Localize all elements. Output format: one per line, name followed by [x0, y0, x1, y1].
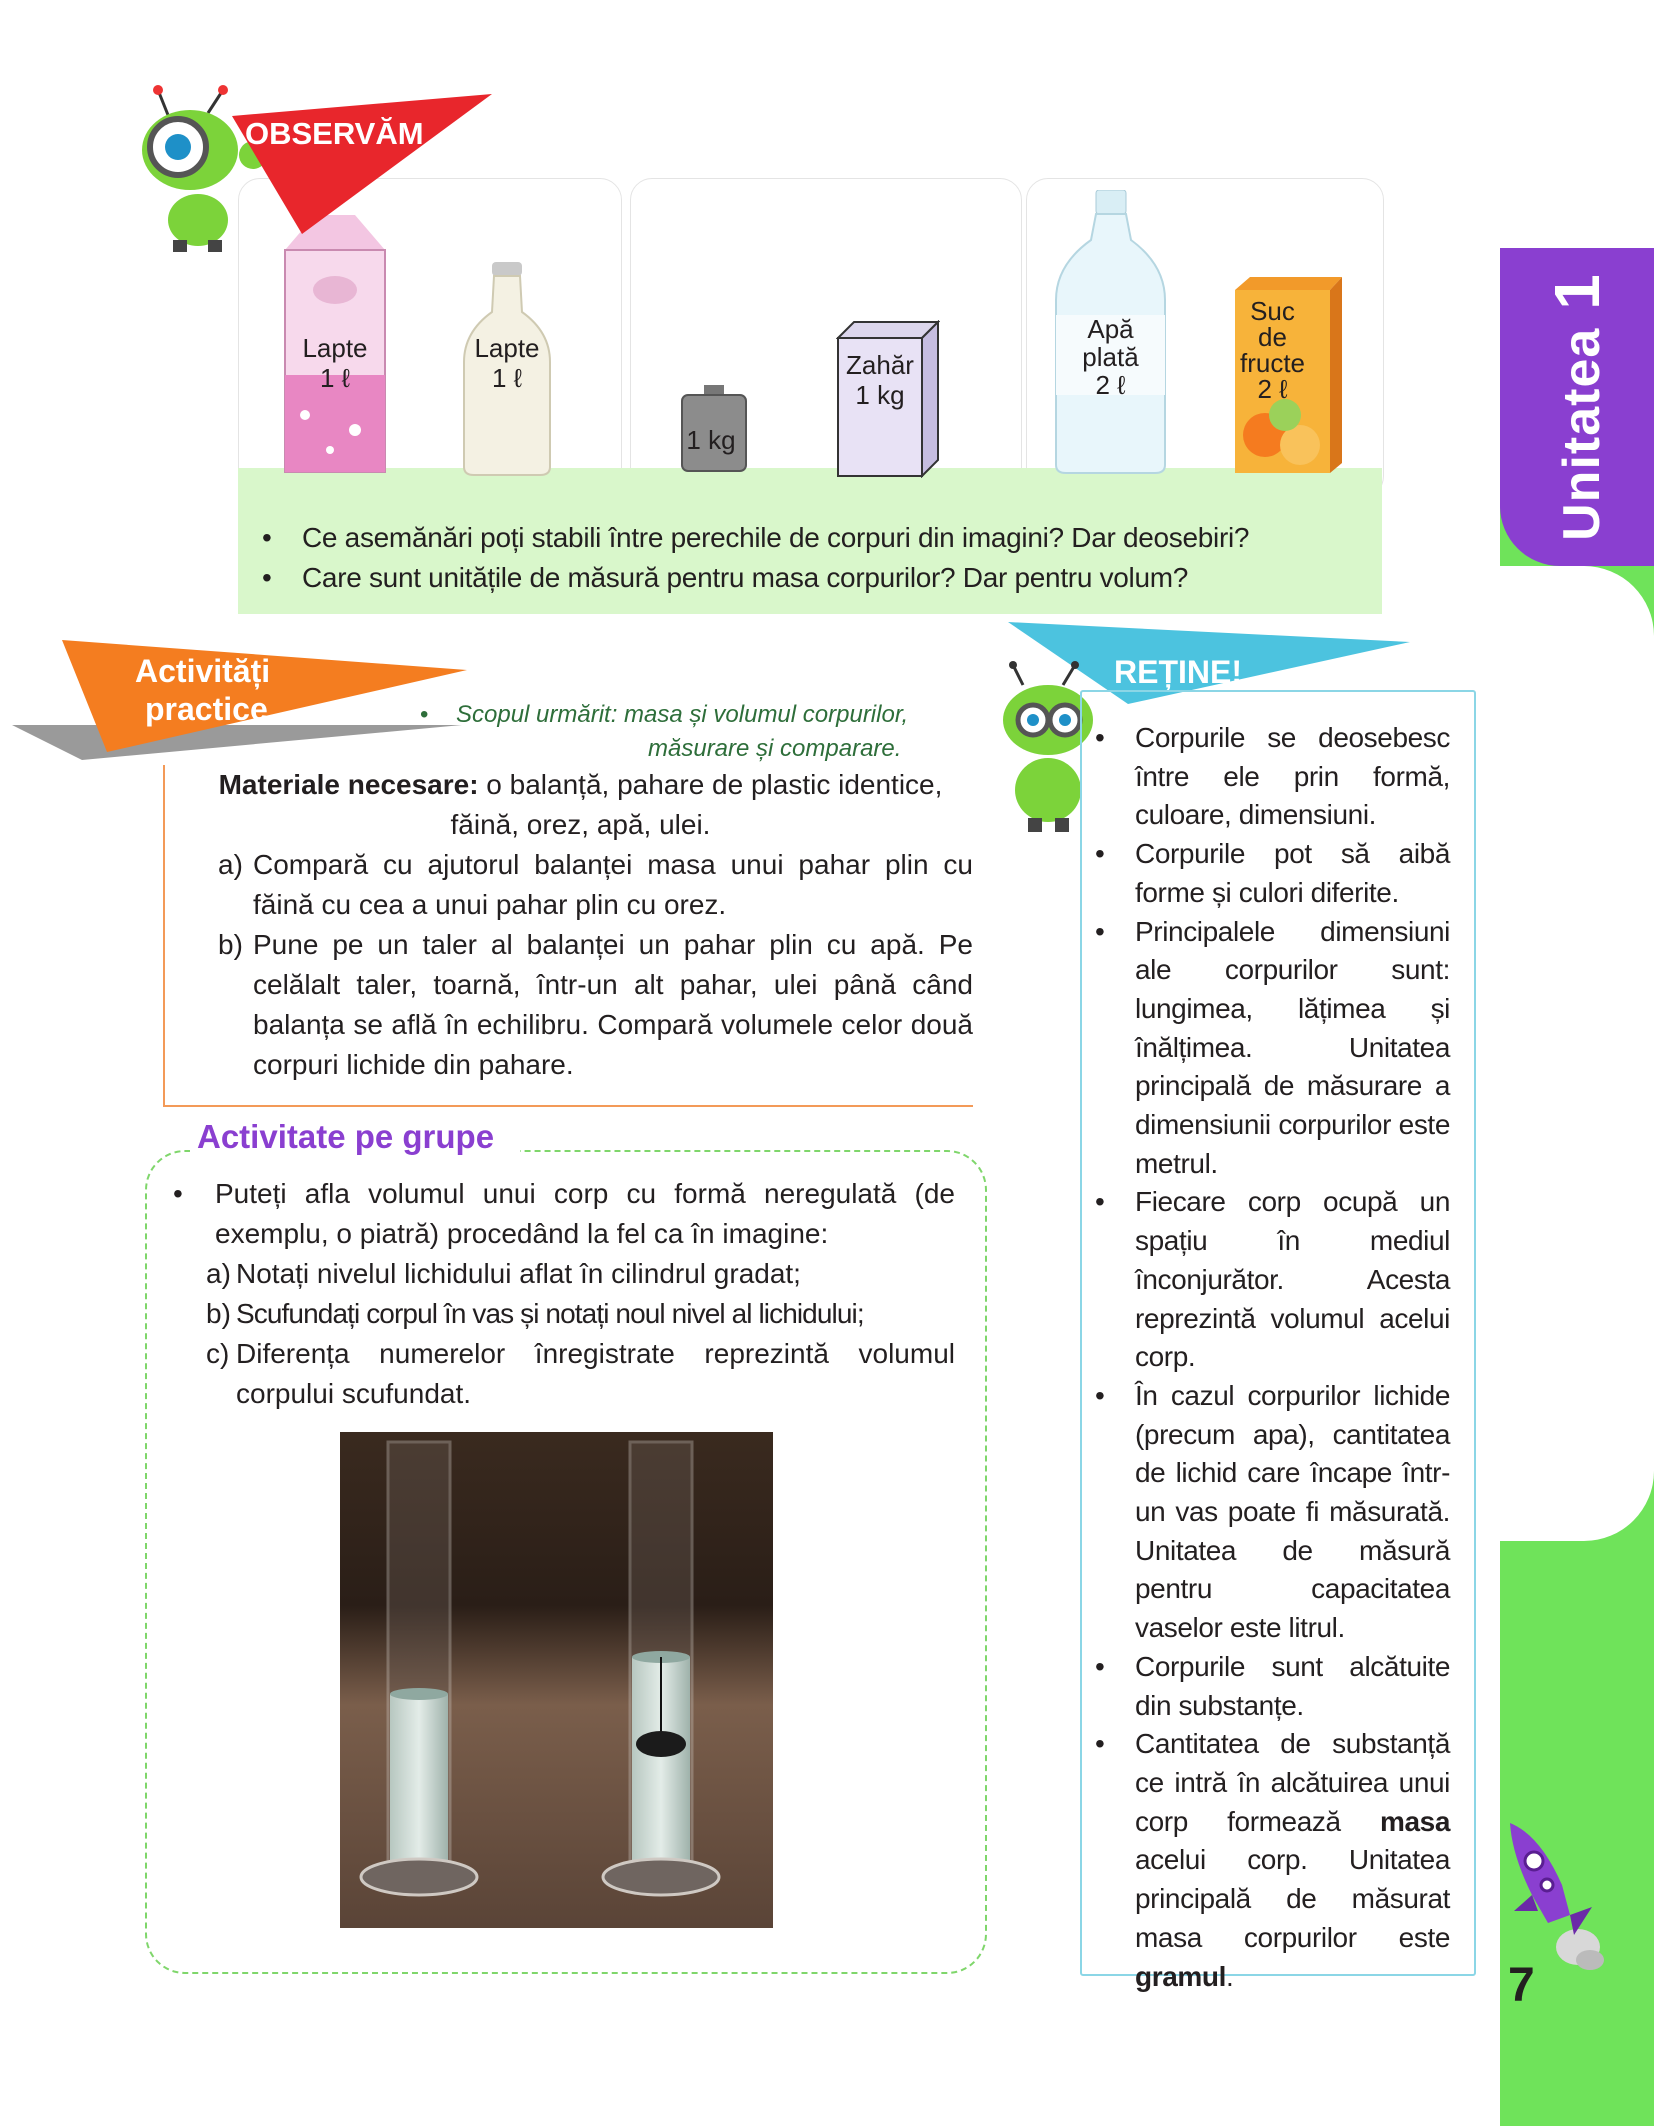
- unit-number: 1: [1541, 273, 1613, 310]
- grupe-intro: • Puteți afla volumul unui corp cu formă neregulată (de exemplu, o piatră) procedând la fel ca în imagine:: [170, 1174, 955, 1254]
- activitati-title: Activități practice: [135, 653, 271, 727]
- grupe-item-b: b) Scufundați corpul în vas și notați noul nivel al lichidului;: [206, 1298, 864, 1329]
- page-number: 7: [1508, 1959, 1535, 2012]
- activitati-content: [188, 765, 973, 1085]
- observam-title: OBSERVĂM: [245, 116, 424, 151]
- unit-word: Unitatea: [1553, 327, 1611, 541]
- retine-list: [1095, 719, 1450, 1996]
- materials-line-2: făină, orez, apă, ulei.: [450, 809, 711, 840]
- retine-title: REȚINE!: [1114, 654, 1242, 690]
- label-lapte-sticla: Lapte 1 ℓ: [474, 333, 540, 393]
- grupe-item-c: c) Diferența numerelor înregistrate reprezintă volumul corpului scufundat.: [206, 1338, 955, 1409]
- label-greutate: 1 kg: [686, 425, 736, 455]
- retine-item: • Corpurile sunt alcătuite din substanțe.: [1095, 1648, 1450, 1725]
- label-lapte-cutie: Lapte 1 ℓ: [302, 333, 368, 393]
- label-suc: Suc de fructe 2 ℓ: [1239, 296, 1306, 404]
- unit-label: [1500, 248, 1654, 566]
- scop-text: • Scopul urmărit: masa și volumul corpurilor, măsurare și comparare.: [420, 698, 975, 766]
- retine-item: • Corpurile se deosebesc între ele prin formă, culoare, dimensiuni.: [1095, 719, 1450, 835]
- observam-banner: [232, 94, 492, 234]
- materials-line: Materiale necesare: o balanță, pahare de plastic identice,: [218, 769, 943, 800]
- activity-item-a: a) Compară cu ajutorul balanței masa unui pahar plin cu făină cu cea a unui pahar plin cu orez.: [218, 849, 973, 920]
- grupe-content: [170, 1174, 955, 1414]
- retine-item: • Corpurile pot să aibă forme și culori diferite.: [1095, 835, 1450, 912]
- graduated-cylinders-photo: [340, 1432, 773, 1928]
- grupe-title: Activitate pe grupe: [197, 1118, 495, 1155]
- retine-item: • Fiecare corp ocupă un spațiu în mediul înconjurător. Acesta reprezintă volumul acelui corp.: [1095, 1183, 1450, 1377]
- retine-item: • În cazul corpurilor lichide (precum apa), cantitatea de lichid care încape într-un vas poate fi măsurată. Unitatea de măsură pentru capacitatea vaselor este litrul.: [1095, 1377, 1450, 1648]
- label-zahar: Zahăr 1 kg: [846, 350, 914, 410]
- retine-item: • Principalele dimensiuni ale corpurilor sunt: lungimea, lățimea și înălțimea. Unitatea principală de măsurare a dimensiunii corpurilor este metrul.: [1095, 913, 1450, 1184]
- activity-item-b: b) Pune pe un taler al balanței un pahar plin cu apă. Pe celălalt taler, toarnă, într-un alt pahar, ulei până când balanța se află în echilibru. Compară volumele celor două corpuri lichide din pahare.: [218, 929, 973, 1080]
- question-2: • Care sunt unitățile de măsură pentru masa corpurilor? Dar pentru volum?: [262, 558, 1352, 598]
- question-1: • Ce asemănări poți stabili între perechile de corpuri din imagini? Dar deosebiri?: [262, 518, 1352, 558]
- retine-item-last: • Cantitatea de substanță ce intră în alcătuirea unui corp formează masa acelui corp. Unitatea principală de măsurat masa corpurilor este gramul.: [1095, 1725, 1450, 1996]
- rocket-icon: [1500, 1815, 1610, 1970]
- grupe-item-a: a) Notați nivelul lichidului aflat în cilindrul gradat;: [206, 1258, 801, 1289]
- label-apa: Apă plată 2 ℓ: [1082, 314, 1139, 400]
- side-band-middle: [1500, 566, 1654, 1541]
- questions-list: [262, 518, 1352, 598]
- side-band-top: [1500, 0, 1654, 248]
- strip-join: [1020, 468, 1030, 498]
